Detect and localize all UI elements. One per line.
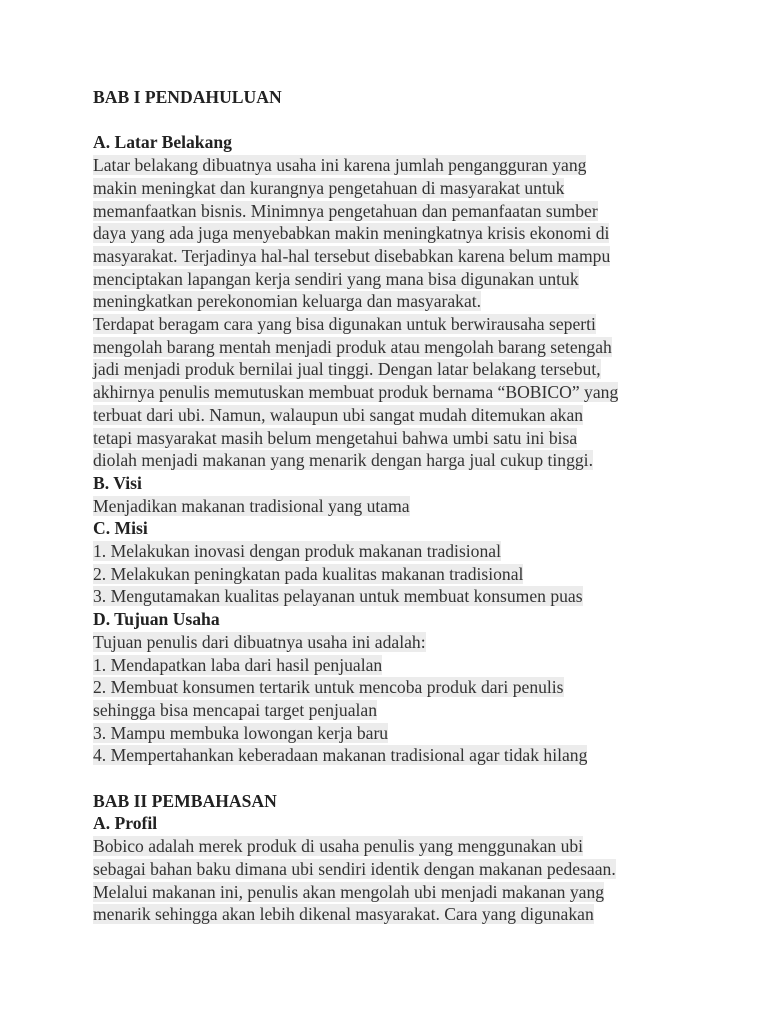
text-line: Tujuan penulis dari dibuatnya usaha ini adalah: <box>93 631 426 652</box>
chapter-title: BAB I PENDAHULUAN <box>93 87 282 107</box>
text-line: meningkatkan perekonomian keluarga dan masyarakat. <box>93 291 482 312</box>
text-line: sebagai bahan baku dimana ubi sendiri identik dengan makanan pedesaan. <box>93 858 616 879</box>
text-line: makin meningkat dan kurangnya pengetahuan di masyarakat untuk <box>93 177 565 198</box>
list-item: 2. Melakukan peningkatan pada kualitas makanan tradisional <box>93 563 524 584</box>
paragraph <box>93 835 693 926</box>
list-item: 1. Melakukan inovasi dengan produk makanan tradisional <box>93 541 501 562</box>
paragraph <box>93 313 693 472</box>
list-item: sehingga bisa mencapai target penjualan <box>93 699 377 720</box>
text-line: akhirnya penulis memutuskan membuat produk bernama “BOBICO” yang <box>93 382 619 403</box>
spacer <box>93 767 693 790</box>
text-line: menarik sehingga akan lebih dikenal masyarakat. Cara yang digunakan <box>93 904 594 925</box>
list-item: 3. Mengutamakan kualitas pelayanan untuk membuat konsumen puas <box>93 586 583 607</box>
text-line: terbuat dari ubi. Namun, walaupun ubi sangat mudah ditemukan akan <box>93 404 584 425</box>
text-line: Bobico adalah merek produk di usaha penulis yang menggunakan ubi <box>93 836 584 857</box>
list-item: 2. Membuat konsumen tertarik untuk mencoba produk dari penulis <box>93 677 564 698</box>
text-line: tetapi masyarakat masih belum mengetahui bahwa umbi satu ini bisa <box>93 427 578 448</box>
text-line: menciptakan lapangan kerja sendiri yang mana bisa digunakan untuk <box>93 268 579 289</box>
section-heading: D. Tujuan Usaha <box>93 609 220 630</box>
list-item: 4. Mempertahankan keberadaan makanan tradisional agar tidak hilang <box>93 745 588 766</box>
text-line: Melalui makanan ini, penulis akan mengolah ubi menjadi makanan yang <box>93 881 605 902</box>
document-content <box>93 86 693 926</box>
text-line: mengolah barang mentah menjadi produk atau mengolah barang setengah <box>93 336 612 357</box>
list <box>93 540 693 608</box>
section-heading: B. Visi <box>93 472 142 493</box>
text-line: masyarakat. Terjadinya hal-hal tersebut disebabkan karena belum mampu <box>93 245 611 266</box>
text-line: memanfaatkan bisnis. Minimnya pengetahuan dan pemanfaatan sumber <box>93 200 598 221</box>
list <box>93 654 693 768</box>
section-heading: A. Latar Belakang <box>93 132 232 153</box>
paragraph <box>93 154 693 313</box>
list-item: 3. Mampu membuka lowongan kerja baru <box>93 722 389 743</box>
spacer <box>93 109 693 132</box>
text-line: Latar belakang dibuatnya usaha ini karena jumlah pengangguran yang <box>93 155 587 176</box>
list-item: 1. Mendapatkan laba dari hasil penjualan <box>93 654 383 675</box>
text-line: Terdapat beragam cara yang bisa digunakan untuk berwirausaha seperti <box>93 314 596 335</box>
section-heading: C. Misi <box>93 518 148 539</box>
section-heading: A. Profil <box>93 813 158 834</box>
chapter-title: BAB II PEMBAHASAN <box>93 790 277 811</box>
text-line: Menjadikan makanan tradisional yang utama <box>93 495 410 516</box>
text-line: diolah menjadi makanan yang menarik dengan harga jual cukup tinggi. <box>93 450 593 471</box>
text-line: jadi menjadi produk bernilai jual tinggi. Dengan latar belakang tersebut, <box>93 359 601 380</box>
text-line: daya yang ada juga menyebabkan makin meningkatnya krisis ekonomi di <box>93 223 610 244</box>
